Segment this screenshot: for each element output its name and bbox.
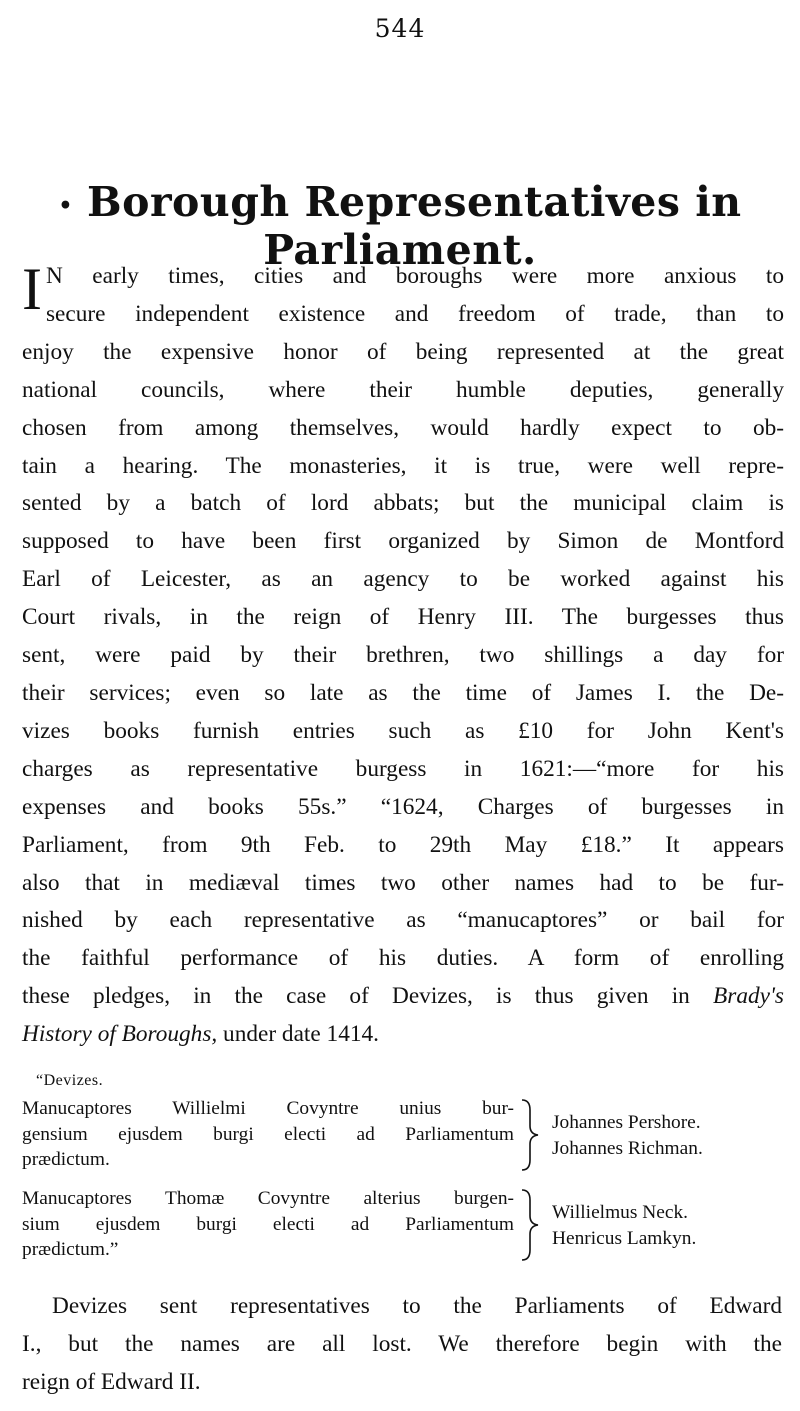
surety-name: Johannes Richman. <box>552 1137 703 1159</box>
body-paragraph <box>22 258 784 1054</box>
surety-name: Henricus Lamkyn. <box>552 1227 697 1249</box>
body-line: vizes books furnish entries such as £10 for John Kent's <box>22 717 784 744</box>
body-line: Parliament, from 9th Feb. to 29th May £18.” It appears <box>22 831 784 858</box>
body-line: N early times, cities and boroughs were more anxious to <box>45 263 784 289</box>
record-names <box>552 1110 782 1161</box>
body-line: sented by a batch of lord abbats; but the municipal claim is <box>22 490 784 517</box>
record-entry-text <box>22 1096 514 1173</box>
record-line: gensium ejusdem burgi electi ad Parliamentum <box>22 1123 514 1145</box>
closing-line: I., but the names are all lost. We therefore begin with the <box>22 1330 782 1357</box>
body-line: the faithful performance of his duties. A form of enrolling <box>22 945 784 972</box>
body-line: sent, were paid by their brethren, two shillings a day for <box>22 642 784 669</box>
body-line: chosen from among themselves, would hardly expect to ob- <box>22 414 784 441</box>
record-line: Manucaptores Thomæ Covyntre alterius burgen- <box>22 1188 514 1209</box>
record-line: prædictum.” <box>22 1239 119 1261</box>
body-line: also that in mediæval times two other names had to be fur- <box>22 869 784 896</box>
body-line: secure independent existence and freedom of trade, than to <box>45 300 784 327</box>
page-number: 544 <box>374 14 426 43</box>
title-bullet: • <box>58 192 73 219</box>
record-line: Manucaptores Willielmi Covyntre unius bur- <box>22 1098 514 1119</box>
body-line <box>22 978 784 1016</box>
page-title-text: Borough Representatives in Parliament. <box>86 178 742 274</box>
dropcap-letter: I <box>22 256 42 322</box>
curly-brace-icon <box>516 1096 542 1174</box>
closing-paragraph <box>22 1288 782 1401</box>
record-heading: “Devizes. <box>36 1072 104 1089</box>
body-line: tain a hearing. The monasteries, it is true, were well repre- <box>22 452 784 479</box>
body-line: nished by each representative as “manucaptores” or bail for <box>22 907 784 934</box>
body-line: charges as representative burgess in 1621:—“more for his <box>22 755 784 782</box>
surety-name: Johannes Pershore. <box>552 1112 701 1133</box>
body-line: Court rivals, in the reign of Henry III. The burgesses thus <box>22 604 784 631</box>
closing-line: Devizes sent representatives to the Parliaments of Edward <box>52 1293 782 1319</box>
italic-citation: Brady's <box>713 983 784 1010</box>
record-names <box>552 1200 782 1251</box>
italic-citation: History of Boroughs, <box>22 1021 218 1048</box>
body-line: supposed to have been first organized by Simon de Montford <box>22 528 784 555</box>
body-line: expenses and books 55s.” “1624, Charges of burgesses in <box>22 793 784 820</box>
body-line: national councils, where their humble deputies, generally <box>22 376 784 403</box>
body-line: Earl of Leicester, as an agency to be worked against his <box>22 566 784 593</box>
body-line: enjoy the expensive honor of being represented at the great <box>22 338 784 365</box>
body-line-text: these pledges, in the case of Devizes, is thus given in <box>22 983 690 1010</box>
surety-name: Willielmus Neck. <box>552 1202 688 1223</box>
record-line: prædictum. <box>22 1149 110 1171</box>
curly-brace-icon <box>516 1186 542 1264</box>
body-line-text: under date 1414. <box>217 1021 379 1048</box>
body-line: their services; even so late as the time of James I. the De- <box>22 679 784 706</box>
closing-line: reign of Edward II. <box>22 1368 201 1395</box>
body-line <box>22 1016 784 1054</box>
record-line: sium ejusdem burgi electi ad Parliamentum <box>22 1213 514 1235</box>
record-entry-text <box>22 1186 514 1263</box>
